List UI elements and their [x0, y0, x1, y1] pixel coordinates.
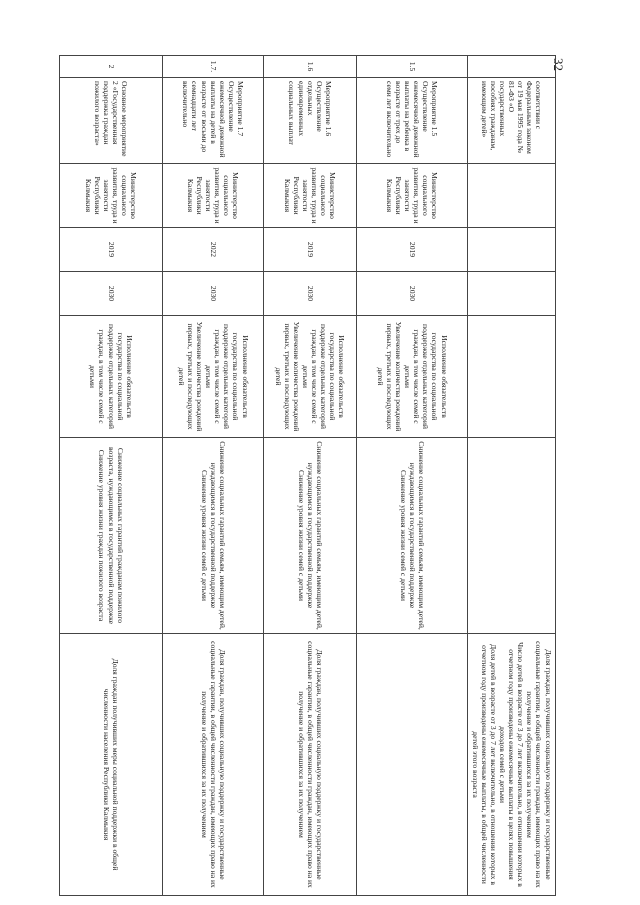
cell-name: Основное мероприятие 2 «Государственная поддержка граждан пожилого возраста»: [60, 78, 163, 164]
cell-executor: Министерство социального развития, труда и занятости Республики Калмыкия: [357, 164, 468, 228]
table-row: [468, 56, 556, 896]
cell-name: Мероприятие 1.6 Осуществление отдельных единовременных социальных выплат: [264, 78, 357, 164]
program-measures-table: [59, 55, 556, 896]
cell-result: [468, 316, 556, 438]
cell-name: Мероприятие 1.5 Осуществление ежемесячной денежной выплаты на ребенка в возрасте от трех до семи лет включительно: [357, 78, 468, 164]
cell-end: 2030: [264, 272, 357, 316]
cell-start: 2022: [163, 228, 264, 272]
cell-consequence: [468, 438, 556, 634]
cell-end: 2030: [163, 272, 264, 316]
cell-start: 2019: [60, 228, 163, 272]
cell-executor: Министерство социального развития, труда и занятости Республики Калмыкия: [163, 164, 264, 228]
cell-result: Исполнение обязательств государства по социальной поддержке отдельных категорий граждан, в том числе семей с детьми Увеличение количества рождений первых, третьих и последующих детей: [264, 316, 357, 438]
cell-executor: Министерство социального развития, труда и занятости Республики Калмыкия: [264, 164, 357, 228]
cell-start: 2019: [264, 228, 357, 272]
cell-consequence: Снижение социальных гарантий семьям, имеющим детей, нуждающимся в государственной поддержке Снижение уровня жизни семей с детьми: [163, 438, 264, 634]
page-number: 32: [551, 58, 566, 71]
cell-result: Исполнение обязательств государства по социальной поддержке отдельных категорий граждан, в том числе семей с детьми Увеличение количества рождений первых, третьих и последующих детей: [357, 316, 468, 438]
cell-indicator: [357, 634, 468, 896]
cell-indicator: Доля граждан, получивших социальную поддержку и государственные социальные гарантии, в общей численности граждан, имеющих право на их получение и обратившихся за их получением: [163, 634, 264, 896]
cell-indicator: Доля граждан получивших меры социальной поддержки в общей численности населения Республики Калмыкия: [60, 634, 163, 896]
cell-name: соответствии с Федеральным законом от 19 мая 1995 года № 81-ФЗ «О государственных пособиях гражданам, имеющим детей»: [468, 78, 556, 164]
cell-end: [468, 272, 556, 316]
rotated-table-wrapper: [59, 55, 556, 895]
cell-end: 2030: [357, 272, 468, 316]
cell-result: Исполнение обязательств государства по социальной поддержке отдельных категорий граждан, в том числе семей с детьми Увеличение количества рождений первых, третьих и последующих детей: [163, 316, 264, 438]
table-row: [60, 56, 163, 896]
table-row: [264, 56, 357, 896]
cell-start: 2019: [357, 228, 468, 272]
table-row: [357, 56, 468, 896]
cell-name: Мероприятие 1.7 Осуществление ежемесячной денежной выплаты на детей в возрасте от восьми до семнадцати лет включительно: [163, 78, 264, 164]
cell-num: 1.7.: [163, 56, 264, 78]
cell-end: 2030: [60, 272, 163, 316]
cell-start: [468, 228, 556, 272]
cell-result: Исполнение обязательств государства по социальной поддержке отдельных категорий граждан, в том числе семей с детьми: [60, 316, 163, 438]
cell-num: 2: [60, 56, 163, 78]
cell-indicator: Доля граждан, получивших социальную поддержку и государственные социальные гарантии, в общей численности граждан, имеющих право на их получение и обратившихся за их получением Число детей в возрасте от 3 до 7 лет включительно, в отношении которых в отчетном году произведены ежемесячные выплаты в целях повышения доходов семей с детьми Доля детей в возрасте от 3 до 7 лет включительно, в отношении которых в отчетном году произведены ежемесячные выплаты, в общей численности детей этого возраста: [468, 634, 556, 896]
cell-executor: Министерство социального развития, труда и занятости Республики Калмыкия: [60, 164, 163, 228]
cell-consequence: Снижение социальных гарантий семьям, имеющим детей, нуждающимся в государственной поддержке Снижение уровня жизни семей с детьми: [264, 438, 357, 634]
cell-indicator: Доля граждан, получивших социальную поддержку и государственные социальные гарантии, в общей численности граждан, имеющих право на их получение и обратившихся за их получением: [264, 634, 357, 896]
cell-num: 1.5: [357, 56, 468, 78]
cell-num: [468, 56, 556, 78]
cell-num: 1.6: [264, 56, 357, 78]
cell-consequence: Снижение социальных гарантий семьям, имеющим детей, нуждающимся в государственной поддержке Снижение уровня жизни семей с детьми: [357, 438, 468, 634]
table-row: [163, 56, 264, 896]
cell-executor: [468, 164, 556, 228]
cell-consequence: Снижение социальных гарантий гражданам пожилого возраста, нуждающимся в государственной поддержке Снижение уровня жизни граждан пожилого возраста: [60, 438, 163, 634]
